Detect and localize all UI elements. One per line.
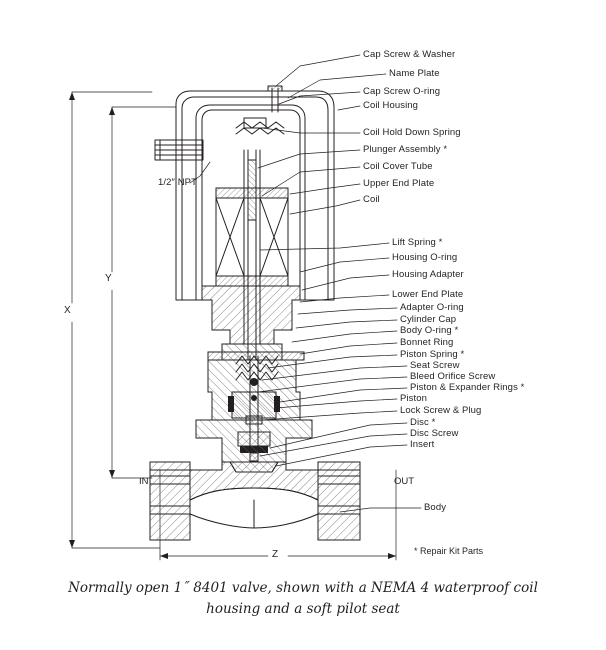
callout-lift-spring: Lift Spring * — [392, 237, 443, 248]
callout-disc-screw: Disc Screw — [410, 428, 459, 439]
callout-insert: Insert — [410, 439, 435, 450]
callout-lock-screw-plug: Lock Screw & Plug — [400, 405, 482, 416]
dimension-x-label: X — [64, 305, 71, 316]
dimension-y-label: Y — [105, 273, 112, 284]
caption-line-2: housing and a soft pilot seat — [206, 601, 400, 617]
callout-seat-screw: Seat Screw — [410, 360, 460, 371]
callout-lower-end-plate: Lower End Plate — [392, 289, 464, 300]
port-label-in: IN — [139, 476, 149, 487]
callout-coil: Coil — [363, 194, 380, 205]
callout-half-inch-npt: 1/2″ NPT — [158, 177, 198, 188]
callout-body-oring: Body O-ring * — [400, 325, 459, 336]
callout-piston-spring: Piston Spring * — [400, 349, 465, 360]
callout-cap-screw-oring: Cap Screw O-ring — [363, 86, 441, 97]
figure-caption — [0, 578, 606, 620]
port-label-out: OUT — [394, 476, 415, 487]
callout-coil-housing: Coil Housing — [363, 100, 419, 111]
callout-housing-oring: Housing O-ring — [392, 252, 458, 263]
callout-body: Body — [424, 502, 447, 513]
dimension-z-label: Z — [272, 549, 279, 560]
callout-cylinder-cap: Cylinder Cap — [400, 314, 457, 325]
callout-upper-end-plate: Upper End Plate — [363, 178, 435, 189]
repair-kit-footnote: * Repair Kit Parts — [414, 546, 484, 556]
callout-coil-hold-down-spring: Coil Hold Down Spring — [363, 127, 461, 138]
valve-body — [150, 420, 360, 540]
callout-coil-cover-tube: Coil Cover Tube — [363, 161, 433, 172]
callout-disc: Disc * — [410, 417, 436, 428]
callout-cap-screw-washer: Cap Screw & Washer — [363, 49, 456, 60]
callout-piston-expander-rings: Piston & Expander Rings * — [410, 382, 525, 393]
callout-plunger-assembly: Plunger Assembly * — [363, 144, 448, 155]
callout-bleed-orifice-screw: Bleed Orifice Screw — [410, 371, 496, 382]
callout-name-plate: Name Plate — [389, 68, 440, 79]
callout-housing-adapter: Housing Adapter — [392, 269, 464, 280]
callout-adapter-oring: Adapter O-ring — [400, 302, 464, 313]
caption-line-1: Normally open 1˝ 8401 valve, shown with a NEMA 4 waterproof coil — [68, 580, 538, 596]
callout-bonnet-ring: Bonnet Ring — [400, 337, 454, 348]
callout-piston: Piston — [400, 393, 428, 404]
